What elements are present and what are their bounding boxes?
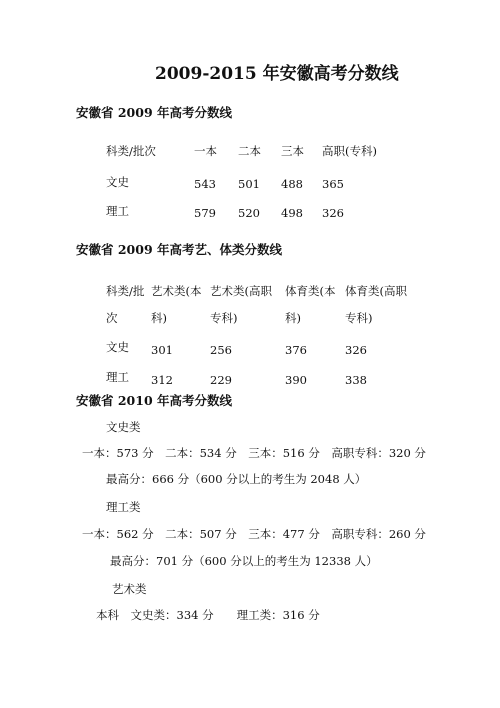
score-line-art: 本科 文史类：334 分 理工类：316 分 [96, 608, 320, 622]
max-score-wenshi: 最高分：666 分（600 分以上的考生为 2048 人） [106, 472, 367, 486]
table-header-cell: 体育类(本 [285, 284, 336, 298]
table-cell: 229 [210, 373, 232, 387]
page-title: 2009-2015 年安徽高考分数线 [155, 64, 399, 84]
table-cell: 326 [322, 206, 344, 220]
table-cell: 498 [281, 206, 303, 220]
score-line-ligong: 一本：562 分 二本：507 分 三本：477 分 高职专科：260 分 [82, 527, 426, 541]
table-header-cell: 专科) [210, 311, 238, 325]
table-header-cell: 科类/批 [106, 284, 145, 298]
table-header-cell: 体育类(高职 [345, 284, 407, 298]
table-cell: 256 [210, 343, 232, 357]
table-header-cell: 高职(专科) [322, 144, 377, 158]
section-heading-2009: 安徽省 2009 年高考分数线 [76, 105, 232, 120]
table-cell: 理工 [106, 204, 129, 218]
table-cell: 543 [194, 177, 216, 191]
table-header-cell: 次 [106, 311, 118, 325]
table-cell: 376 [285, 343, 307, 357]
table-cell: 579 [194, 206, 216, 220]
table-header-cell: 科) [285, 311, 301, 325]
table-header-cell: 艺术类(本 [151, 284, 202, 298]
category-label-wenshi: 文史类 [106, 420, 141, 434]
table-cell: 338 [345, 373, 367, 387]
section-heading-2010: 安徽省 2010 年高考分数线 [76, 393, 232, 408]
table-cell: 理工 [106, 370, 129, 384]
table-header-cell: 专科) [345, 311, 373, 325]
table-cell: 312 [151, 373, 173, 387]
table-cell: 326 [345, 343, 367, 357]
table-cell: 文史 [106, 340, 129, 354]
category-label-ligong: 理工类 [106, 500, 141, 514]
table-header-cell: 三本 [281, 144, 304, 158]
score-line-wenshi: 一本：573 分 二本：534 分 三本：516 分 高职专科：320 分 [82, 446, 426, 460]
max-score-ligong: 最高分：701 分（600 分以上的考生为 12338 人） [110, 554, 378, 568]
table-cell: 501 [238, 177, 260, 191]
table-cell: 365 [322, 177, 344, 191]
table-header-cell: 科) [151, 311, 167, 325]
table-header-cell: 科类/批次 [106, 144, 156, 158]
table-cell: 488 [281, 177, 303, 191]
table-cell: 301 [151, 343, 173, 357]
table-cell: 520 [238, 206, 260, 220]
table-header-cell: 艺术类(高职 [210, 284, 272, 298]
category-label-art: 艺术类 [112, 582, 147, 596]
table-header-cell: 二本 [238, 144, 261, 158]
table-cell: 文史 [106, 175, 129, 189]
table-header-cell: 一本 [194, 144, 217, 158]
section-heading-2009-art: 安徽省 2009 年高考艺、体类分数线 [76, 242, 282, 257]
table-cell: 390 [285, 373, 307, 387]
